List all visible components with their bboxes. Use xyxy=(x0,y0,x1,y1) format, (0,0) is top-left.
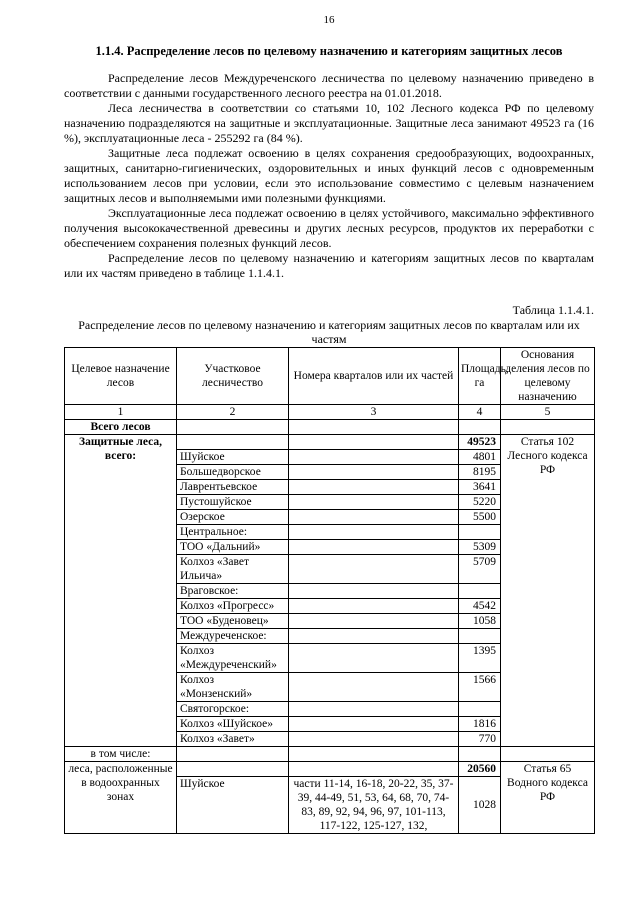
protective-basis: Статья 102 Лесного кодекса РФ xyxy=(501,435,595,747)
water-zone-total-row xyxy=(65,762,595,777)
quarters-cell xyxy=(289,555,459,584)
quarters-cell xyxy=(289,450,459,465)
protective-total-row xyxy=(65,435,595,450)
area-cell: 5220 xyxy=(459,495,501,510)
district-cell: Шуйское xyxy=(177,777,289,834)
document-page xyxy=(64,14,594,834)
district-cell: ТОО «Дальний» xyxy=(177,540,289,555)
header-district: Участковое лесничество xyxy=(177,348,289,405)
district-cell: Колхоз «Монзенский» xyxy=(177,673,289,702)
quarters-cell xyxy=(289,510,459,525)
area-cell: 1395 xyxy=(459,644,501,673)
quarters-cell xyxy=(289,673,459,702)
area-cell: 8195 xyxy=(459,465,501,480)
paragraph: Распределение лесов Междуреченского лесничества по целевому назначению приведено в соответствии с данными государственного лесного реестра на 01.01.2018. xyxy=(64,71,594,100)
district-cell: Лаврентьевское xyxy=(177,480,289,495)
quarters-cell xyxy=(289,644,459,673)
header-basis: Основания деления лесов по целевому назначению xyxy=(501,348,595,405)
area-cell xyxy=(459,584,501,599)
area-cell: 1816 xyxy=(459,717,501,732)
water-zone-label: леса, расположенные в водоохранных зонах xyxy=(65,762,177,834)
district-cell: Колхоз «Завет» xyxy=(177,732,289,747)
paragraph: Леса лесничества в соответствии со статьями 10, 102 Лесного кодекса РФ по целевому назначению подразделяются на защитные и эксплуатационные. Защитные леса занимают 49523 га (16 %), эксплуатационные леса - 255292 га (84 %). xyxy=(64,101,594,145)
area-cell: 4801 xyxy=(459,450,501,465)
column-numbers-row xyxy=(65,405,595,420)
district-cell: Враговское: xyxy=(177,584,289,599)
paragraph: Распределение лесов по целевому назначению и категориям защитных лесов по кварталам или их частям приведено в таблице 1.1.4.1. xyxy=(64,251,594,280)
district-cell: ТОО «Буденовец» xyxy=(177,614,289,629)
quarters-cell xyxy=(289,525,459,540)
protective-total: 49523 xyxy=(459,435,501,450)
area-cell: 1028 xyxy=(459,777,501,834)
district-cell: Шуйское xyxy=(177,450,289,465)
col-number: 3 xyxy=(289,405,459,420)
paragraph: Эксплуатационные леса подлежат освоению в целях устойчивого, максимально эффективного получения высококачественной древесины и других лесных ресурсов, продуктов их переработки с обеспечением сохранения полезных функций лесов. xyxy=(64,206,594,250)
area-cell: 1566 xyxy=(459,673,501,702)
area-cell: 4542 xyxy=(459,599,501,614)
total-label: Всего лесов xyxy=(65,420,177,435)
area-cell: 5309 xyxy=(459,540,501,555)
header-quarters: Номера кварталов или их частей xyxy=(289,348,459,405)
header-purpose: Целевое назначение лесов xyxy=(65,348,177,405)
area-cell: 770 xyxy=(459,732,501,747)
district-cell: Колхоз «Междуреченский» xyxy=(177,644,289,673)
area-cell: 3641 xyxy=(459,480,501,495)
district-cell: Колхоз «Завет Ильича» xyxy=(177,555,289,584)
quarters-cell xyxy=(289,629,459,644)
area-cell: 5500 xyxy=(459,510,501,525)
quarters-cell xyxy=(289,717,459,732)
quarters-cell xyxy=(289,584,459,599)
district-cell: Пустошуйское xyxy=(177,495,289,510)
quarters-cell xyxy=(289,495,459,510)
table-label: Таблица 1.1.4.1. xyxy=(512,303,594,317)
area-cell xyxy=(459,525,501,540)
col-number: 1 xyxy=(65,405,177,420)
district-cell: Большедворское xyxy=(177,465,289,480)
district-cell: Святогорское: xyxy=(177,702,289,717)
page-number: 16 xyxy=(323,14,335,26)
paragraph: Защитные леса подлежат освоению в целях сохранения средообразующих, водоохранных, защитных, санитарно-гигиенических, оздоровительных и иных функций лесов с одновременным использованием лесов при условии, если это использование совместимо с целевым назначением защитных лесов и выполняемыми ими полезными функциями. xyxy=(64,146,594,205)
area-cell: 5709 xyxy=(459,555,501,584)
protective-label: Защитные леса, всего: xyxy=(65,435,177,747)
quarters-cell xyxy=(289,599,459,614)
quarters-cell xyxy=(289,702,459,717)
header-area: Площадь, га xyxy=(459,348,501,405)
water-zone-total: 20560 xyxy=(459,762,501,777)
district-cell: Центральное: xyxy=(177,525,289,540)
table-header-row xyxy=(65,348,595,405)
forest-distribution-table xyxy=(64,347,595,834)
table-title: Распределение лесов по целевому назначению и категориям защитных лесов по кварталам или их частям xyxy=(78,318,580,346)
quarters-cell xyxy=(289,614,459,629)
area-cell xyxy=(459,629,501,644)
district-cell: Озерское xyxy=(177,510,289,525)
quarters-cell: части 11-14, 16-18, 20-22, 35, 37-39, 44-49, 51, 53, 64, 68, 70, 74-83, 89, 92, 94, 96, 97, 101-113, 117-122, 125-127, 132, xyxy=(289,777,459,834)
district-cell: Колхоз «Прогресс» xyxy=(177,599,289,614)
area-cell: 1058 xyxy=(459,614,501,629)
water-zone-basis: Статья 65 Водного кодекса РФ xyxy=(501,762,595,834)
district-cell: Междуреченское: xyxy=(177,629,289,644)
col-number: 2 xyxy=(177,405,289,420)
including-row xyxy=(65,747,595,762)
quarters-cell xyxy=(289,465,459,480)
section-heading: 1.1.4. Распределение лесов по целевому назначению и категориям защитных лесов xyxy=(95,44,563,58)
col-number: 5 xyxy=(501,405,595,420)
quarters-cell xyxy=(289,540,459,555)
quarters-cell xyxy=(289,732,459,747)
district-cell: Колхоз «Шуйское» xyxy=(177,717,289,732)
including-label: в том числе: xyxy=(65,747,177,762)
area-cell xyxy=(459,702,501,717)
quarters-cell xyxy=(289,480,459,495)
col-number: 4 xyxy=(459,405,501,420)
total-row xyxy=(65,420,595,435)
